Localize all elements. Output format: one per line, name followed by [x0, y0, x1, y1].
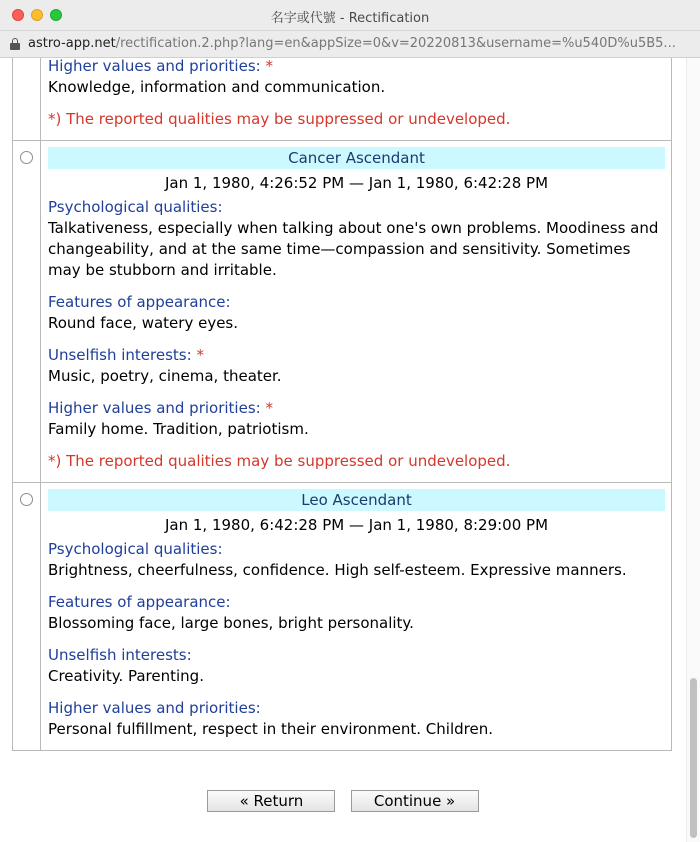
date-range: Jan 1, 1980, 6:42:28 PM — Jan 1, 1980, 8:29:00 PM: [164, 516, 549, 534]
psychological-text: Talkativeness, especially when talking about one's own problems. Moodiness and changeability, and at the same time—compassion and sensitivity. Sometimes may be stubborn and irritable.: [48, 219, 659, 279]
interests-text: Music, poetry, cinema, theater.: [48, 367, 282, 385]
navigation-buttons: [0, 790, 686, 812]
psychological-text: Brightness, cheerfulness, confidence. High self-esteem. Expressive manners.: [48, 561, 627, 579]
values-label: Higher values and priorities: *: [48, 58, 273, 75]
address-bar[interactable]: [0, 31, 700, 58]
ascendant-table: [12, 58, 672, 751]
ascendant-title: Leo Ascendant: [48, 489, 665, 511]
interests-label: Unselfish interests: *: [48, 346, 204, 364]
values-text: Knowledge, information and communication.: [48, 78, 386, 96]
url-text[interactable]: [28, 36, 688, 51]
suppressed-note: *) The reported qualities may be suppressed or undeveloped.: [48, 452, 511, 470]
ascendant-title: Cancer Ascendant: [48, 147, 665, 169]
select-cancer-radio[interactable]: [20, 151, 33, 164]
appearance-text: Blossoming face, large bones, bright personality.: [48, 614, 414, 632]
asterisk: *: [265, 399, 273, 417]
scrollbar-thumb[interactable]: [690, 678, 697, 838]
suppressed-note: *) The reported qualities may be suppressed or undeveloped.: [48, 110, 511, 128]
radio-cell: [13, 58, 41, 140]
radio-cell: [13, 141, 41, 482]
values-label: Higher values and priorities: *: [48, 399, 273, 417]
interests-label: Unselfish interests:: [48, 646, 192, 664]
continue-button[interactable]: Continue »: [351, 790, 479, 812]
appearance-label: Features of appearance:: [48, 293, 231, 311]
values-text: Family home. Tradition, patriotism.: [48, 420, 309, 438]
ascendant-details: [41, 141, 671, 482]
ascendant-row-cancer: [13, 140, 671, 482]
url-domain: astro-app.net: [28, 36, 116, 51]
values-label: Higher values and priorities:: [48, 699, 261, 717]
page-content: [0, 58, 700, 842]
asterisk: *: [196, 346, 204, 364]
ascendant-details: [41, 58, 671, 140]
interests-text: Creativity. Parenting.: [48, 667, 204, 685]
appearance-label: Features of appearance:: [48, 593, 231, 611]
psychological-label: Psychological qualities:: [48, 540, 223, 558]
title-bar: [0, 0, 700, 31]
radio-cell: [13, 483, 41, 750]
window-title: 名字或代號 - Rectification: [270, 11, 430, 26]
date-range: Jan 1, 1980, 4:26:52 PM — Jan 1, 1980, 6:42:28 PM: [164, 174, 549, 192]
lock-icon: [10, 38, 20, 50]
asterisk: *: [265, 58, 273, 75]
select-leo-radio[interactable]: [20, 493, 33, 506]
return-button[interactable]: « Return: [207, 790, 335, 812]
ascendant-details: [41, 483, 671, 750]
ascendant-row-leo: [13, 482, 671, 750]
values-text: Personal fulfillment, respect in their environment. Children.: [48, 720, 493, 738]
url-path: /rectification.2.php?lang=en&appSize=0&v=20220813&username=%u540D%u5B5...: [115, 36, 676, 51]
appearance-text: Round face, watery eyes.: [48, 314, 239, 332]
psychological-label: Psychological qualities:: [48, 198, 223, 216]
ascendant-row-partial: [13, 58, 671, 140]
